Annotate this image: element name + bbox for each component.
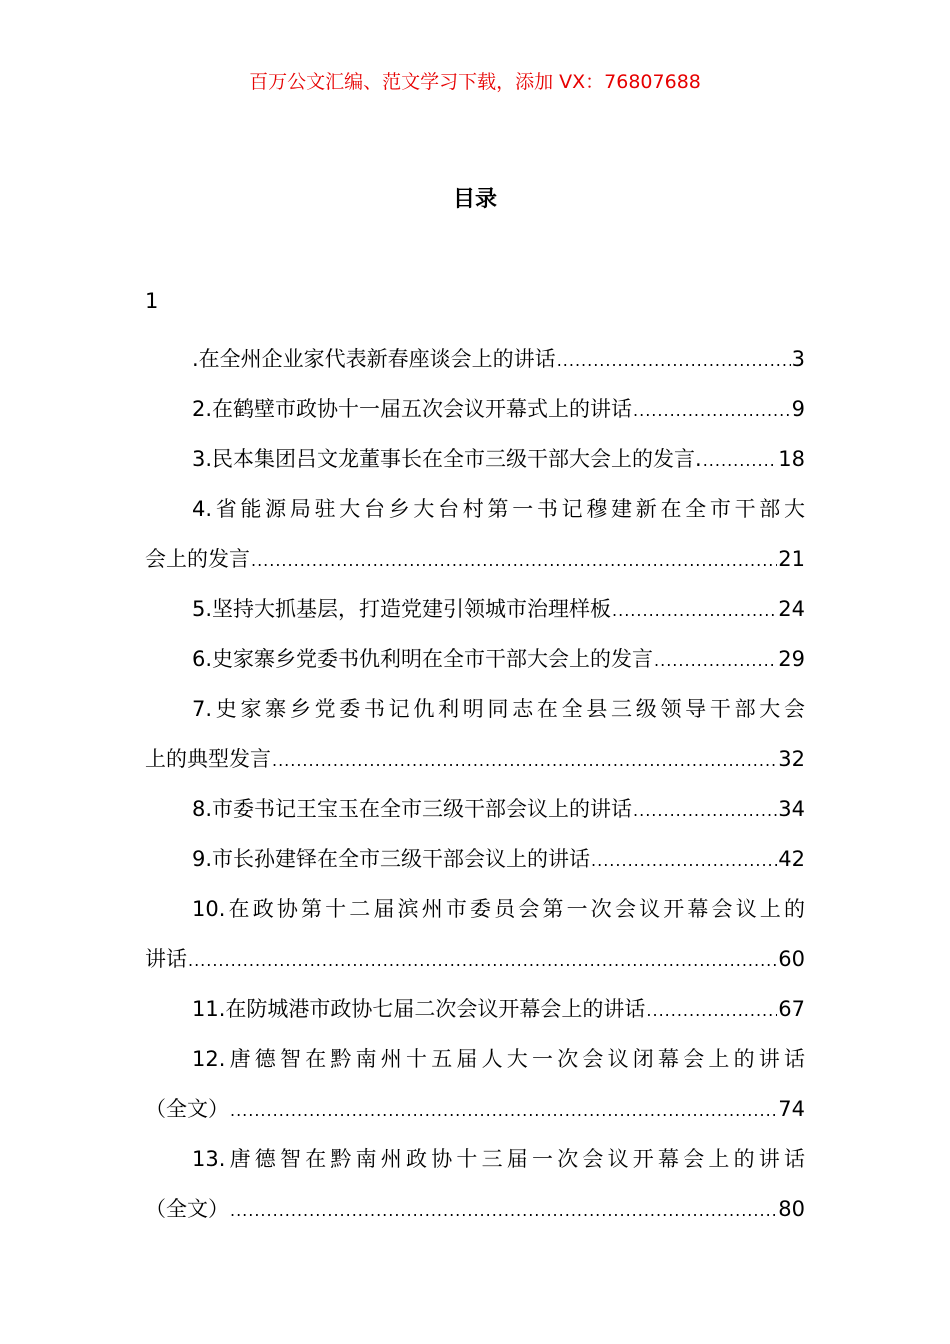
- toc-entry-line[interactable]: [145, 1184, 805, 1234]
- toc-entry-line[interactable]: [145, 884, 805, 934]
- toc-entry-line[interactable]: [145, 984, 805, 1034]
- toc-entry-line[interactable]: [145, 1134, 805, 1184]
- toc-entry-line[interactable]: [145, 534, 805, 584]
- toc-entry-text: 13.唐德智在黔南州政协十三届一次会议开幕会上的讲话: [192, 1147, 805, 1171]
- toc-entry-text: 10.在政协第十二届滨州市委员会第一次会议开幕会议上的: [192, 897, 805, 921]
- toc-leader-dots: [633, 386, 791, 434]
- page-title: 目录: [452, 187, 497, 212]
- toc-leader-dots: [230, 1086, 777, 1134]
- toc-page-number: 3: [791, 347, 805, 371]
- toc-entry-line[interactable]: [145, 684, 805, 734]
- toc-page-number: 60: [778, 947, 805, 971]
- toc-entry-line[interactable]: [145, 834, 805, 884]
- toc-entry-line[interactable]: [145, 784, 805, 834]
- toc-leader-dots: [633, 786, 777, 834]
- toc-leader-dots: [654, 636, 777, 684]
- toc-leader-dots: [188, 936, 777, 984]
- toc-page-number: 32: [778, 747, 805, 771]
- toc-page-number: 80: [778, 1197, 805, 1221]
- toc-entry-line[interactable]: [145, 634, 805, 684]
- toc-leader-dots: [612, 586, 777, 634]
- toc-entry-text: 6.史家寨乡党委书仇利明在全市干部大会上的发言: [192, 647, 654, 671]
- toc-leader-dots: [251, 536, 777, 584]
- toc-leader-dots: [272, 736, 777, 784]
- toc-entry-text: .在全州企业家代表新春座谈会上的讲话: [192, 347, 556, 371]
- toc-entry-text: 上的典型发言: [145, 747, 271, 771]
- section-marker: 1: [145, 289, 159, 313]
- toc-leader-dots: [591, 836, 777, 884]
- toc-entry-text: 7.史家寨乡党委书记仇利明同志在全县三级领导干部大会: [192, 697, 805, 721]
- toc-page-number: 24: [778, 597, 805, 621]
- toc-leader-dots: [646, 986, 777, 1034]
- table-of-contents: [145, 334, 805, 1234]
- toc-entry-line[interactable]: [145, 734, 805, 784]
- toc-entry-text: 3.民本集团吕文龙董事长在全市三级干部大会上的发言.: [192, 447, 702, 471]
- toc-entry-line[interactable]: [145, 1034, 805, 1084]
- toc-entry-text: （全文）: [145, 1197, 229, 1221]
- toc-leader-dots: [230, 1186, 777, 1234]
- toc-entry-line[interactable]: [145, 584, 805, 634]
- toc-entry-text: 讲话: [145, 947, 187, 971]
- toc-leader-dots: [703, 436, 778, 484]
- toc-page-number: 29: [778, 647, 805, 671]
- toc-page-number: 42: [778, 847, 805, 871]
- toc-entry-line[interactable]: [145, 334, 805, 384]
- toc-entry-text: 2.在鹤壁市政协十一届五次会议开幕式上的讲话: [192, 397, 633, 421]
- toc-entry-text: 9.市长孙建铎在全市三级干部会议上的讲话: [192, 847, 591, 871]
- toc-entry-line[interactable]: [145, 384, 805, 434]
- toc-page-number: 74: [778, 1097, 805, 1121]
- toc-entry-text: 5.坚持大抓基层，打造党建引领城市治理样板: [192, 597, 612, 621]
- toc-entry-text: 4.省能源局驻大台乡大台村第一书记穆建新在全市干部大: [192, 497, 805, 521]
- toc-entry-line[interactable]: [145, 1084, 805, 1134]
- toc-page-number: 67: [778, 997, 805, 1021]
- toc-page-number: 21: [778, 547, 805, 571]
- watermark-header: 百万公文汇编、范文学习下载，添加 VX：76807688: [249, 71, 701, 93]
- toc-entry-text: 8.市委书记王宝玉在全市三级干部会议上的讲话: [192, 797, 633, 821]
- toc-entry-text: 12.唐德智在黔南州十五届人大一次会议闭幕会上的讲话: [192, 1047, 805, 1071]
- toc-entry-line[interactable]: [145, 934, 805, 984]
- toc-entry-text: 会上的发言: [145, 547, 250, 571]
- toc-entry-text: （全文）: [145, 1097, 229, 1121]
- toc-entry-text: 11.在防城港市政协七届二次会议开幕会上的讲话: [192, 997, 646, 1021]
- toc-page-number: 9: [791, 397, 805, 421]
- toc-leader-dots: [557, 336, 791, 384]
- toc-entry-line[interactable]: [145, 434, 805, 484]
- toc-page-number: 34: [778, 797, 805, 821]
- toc-entry-line[interactable]: [145, 484, 805, 534]
- toc-page-number: 18: [778, 447, 805, 471]
